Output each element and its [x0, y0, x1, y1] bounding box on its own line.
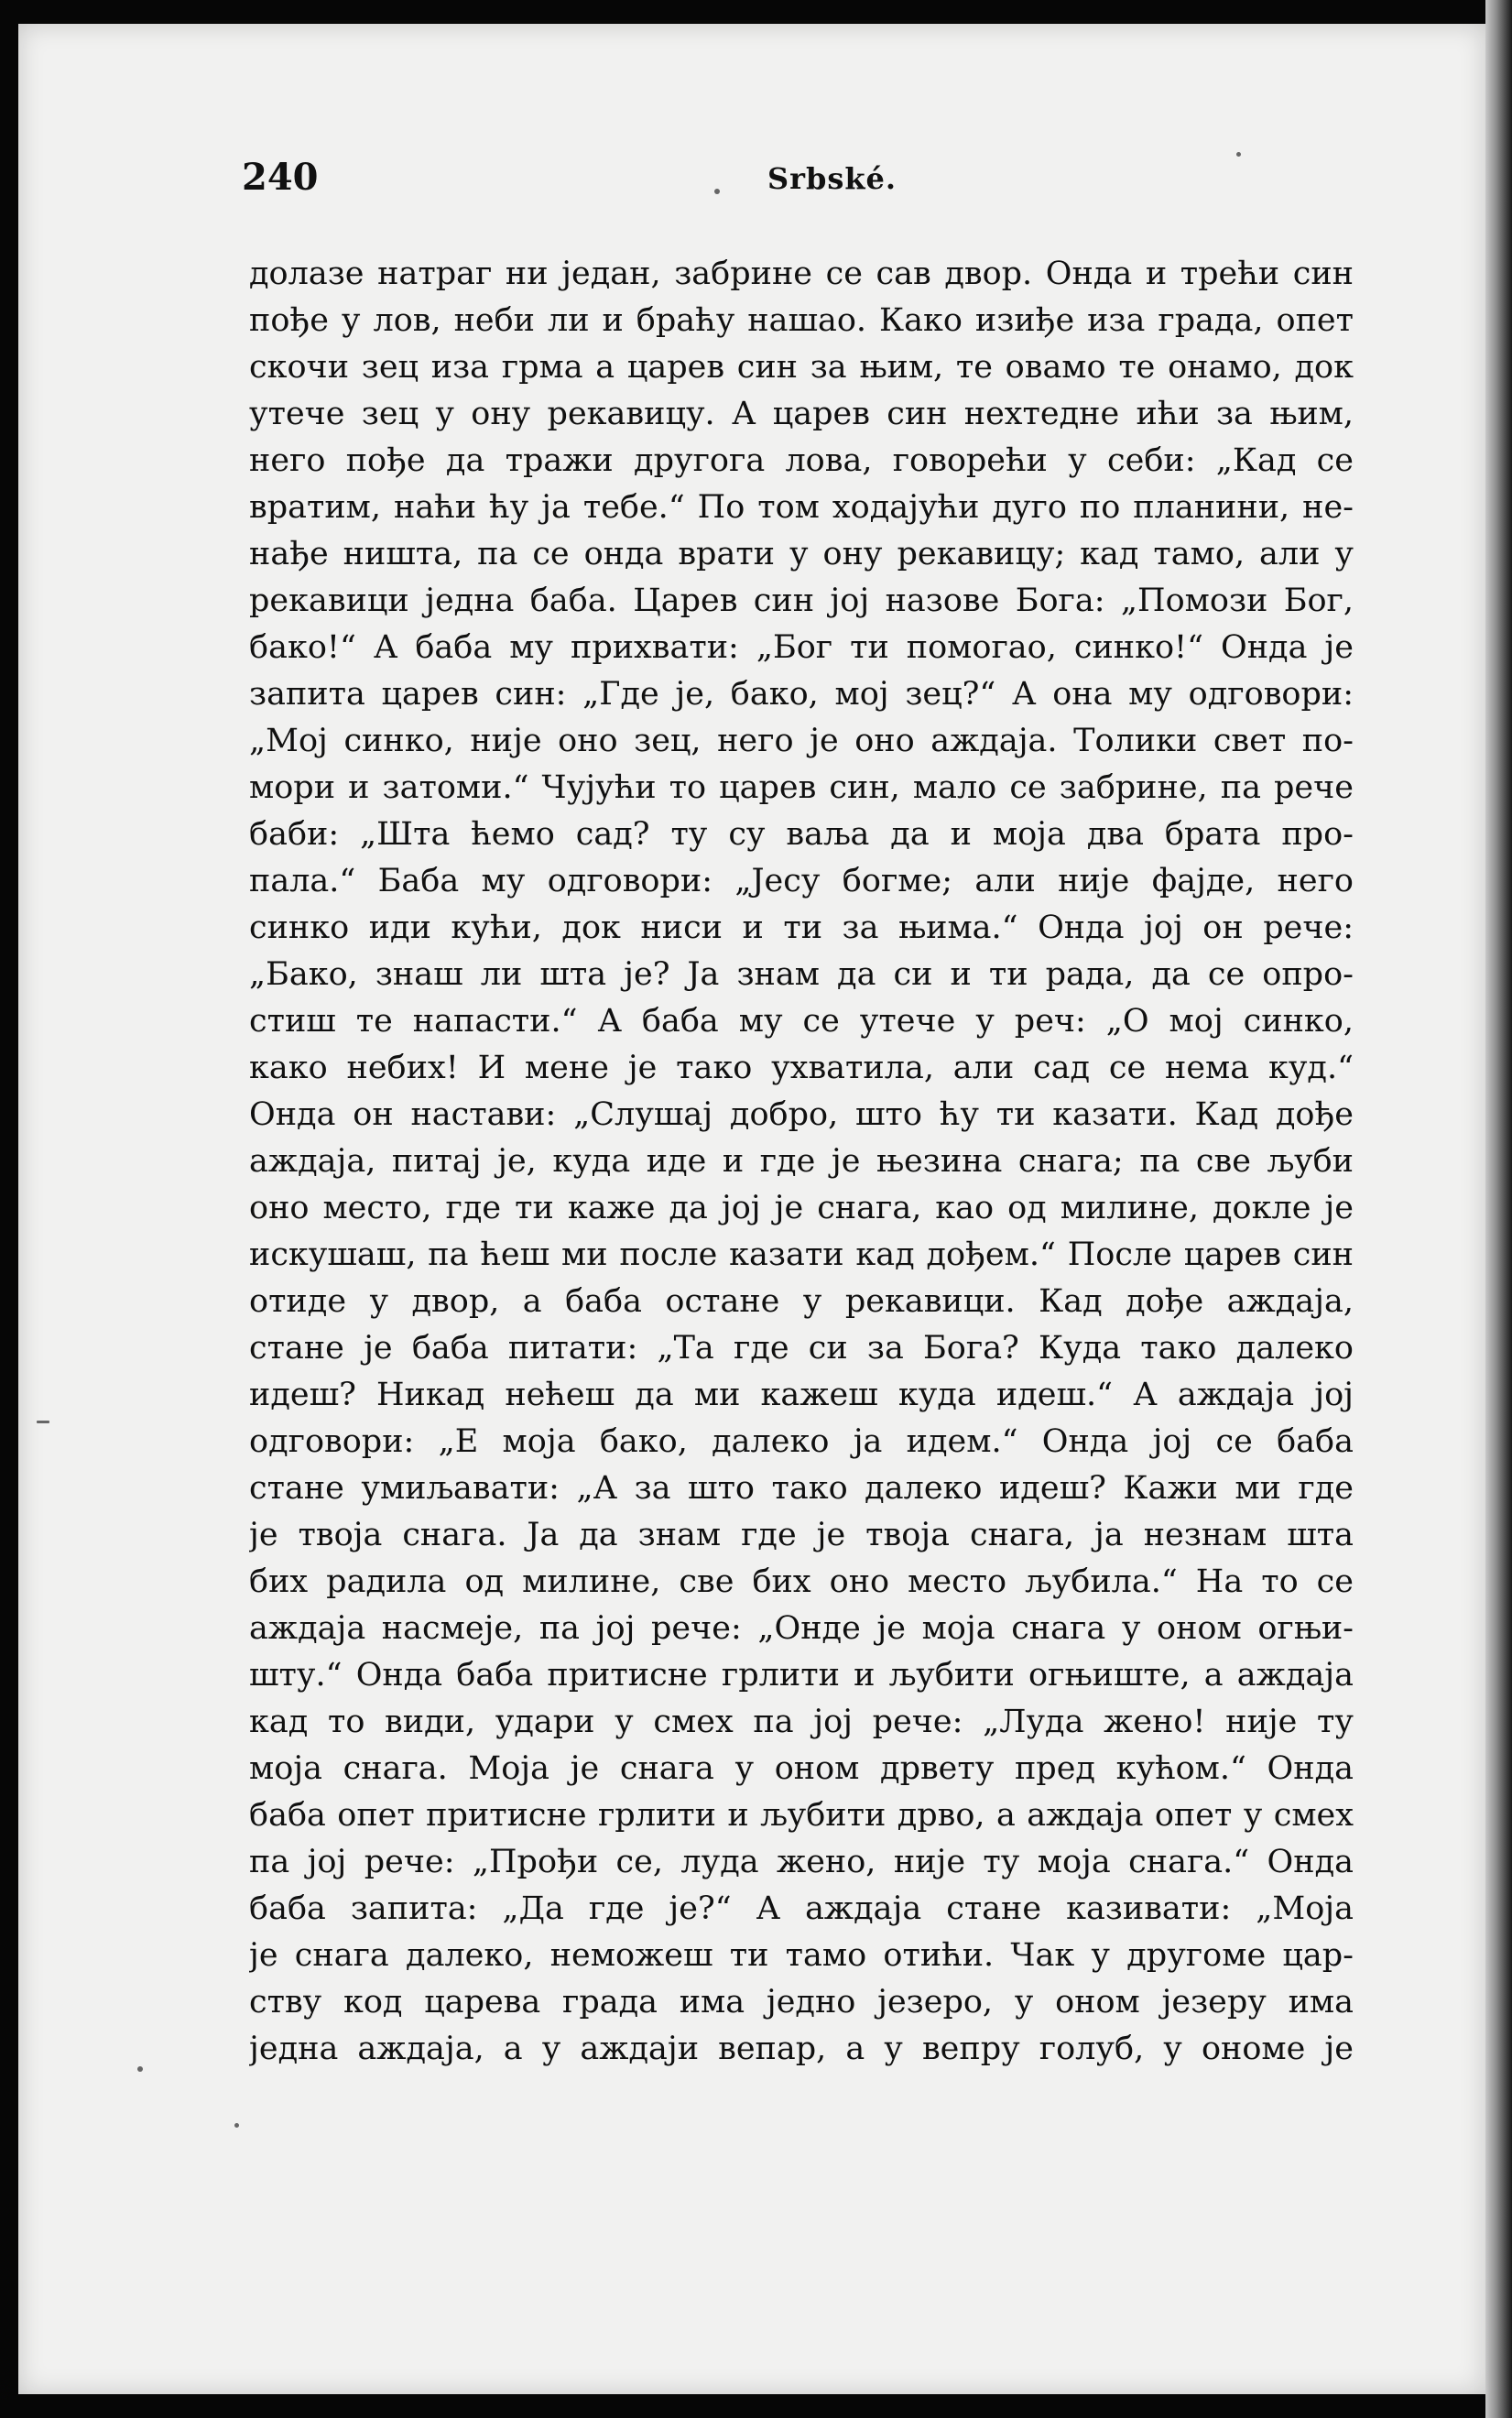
text-line: је твоја снага. Ја да знам где је твоја снага, ја незнам шта: [249, 1517, 1354, 1553]
ink-speck: [1236, 152, 1241, 157]
text-line: бих радила од милине, све бих оно место љубила.“ На то се: [249, 1563, 1354, 1600]
text-line: ству код царева града има једно језеро, у оном језеру има: [249, 1984, 1354, 2020]
text-line: стане је баба питати: „Та где си за Бога? Куда тако далеко: [249, 1330, 1354, 1367]
text-line: баба запита: „Да где је?“ А аждаја стане казивати: „Моја: [249, 1890, 1354, 1927]
ink-speck: [37, 1421, 49, 1423]
text-line: „Бако, знаш ли шта је? Ја знам да си и ти рада, да се опро-: [249, 956, 1354, 993]
text-line: баби: „Шта ћемо сад? ту су ваља да и моја два брата про-: [249, 816, 1354, 853]
text-line: стане умиљавати: „А за што тако далеко идеш? Кажи ми где: [249, 1470, 1354, 1507]
text-line: запита царев син: „Где је, бако, мој зец?“ А она му одговори:: [249, 676, 1354, 713]
text-line: како небих! И мене је тако ухватила, али сад се нема куд.“: [249, 1050, 1354, 1086]
text-line: него пође да тражи другога лова, говорећи у себи: „Кад се: [249, 442, 1354, 479]
ink-speck: [137, 2066, 143, 2072]
text-line: одговори: „Е моја бако, далеко ја идем.“ Онда јој се баба: [249, 1423, 1354, 1460]
text-line: Онда он настави: „Слушај добро, што ћу ти казати. Кад дође: [249, 1096, 1354, 1133]
text-line: баба опет притисне грлити и љубити дрво, а аждаја опет у смех: [249, 1797, 1354, 1834]
text-line: нађе ништа, па се онда врати у ону рекавицу; кад тамо, али у: [249, 536, 1354, 572]
text-line: долазе натраг ни један, забрине се сав двор. Онда и трећи син: [249, 256, 1354, 292]
text-line: бако!“ А баба му прихвати: „Бог ти помогао, синко!“ Онда је: [249, 629, 1354, 666]
ink-speck: [714, 189, 720, 194]
text-line: рекавици једна баба. Царев син јој назове Бога: „Помози Бог,: [249, 583, 1354, 619]
text-line: пође у лов, неби ли и браћу нашао. Како изиђе иза града, опет: [249, 302, 1354, 339]
page-number: 240: [242, 156, 319, 199]
text-line: шту.“ Онда баба притисне грлити и љубити огњиште, а аждаја: [249, 1657, 1354, 1694]
text-line: моја снага. Моја је снага у оном дрвету пред кућом.“ Онда: [249, 1750, 1354, 1787]
text-line: мори и затоми.“ Чујући то царев син, мало се забрине, па рече: [249, 769, 1354, 806]
text-line: оно место, где ти каже да јој је снага, као од милине, докле је: [249, 1190, 1354, 1226]
text-line: скочи зец иза грма а царев син за њим, те овамо те онамо, док: [249, 349, 1354, 386]
text-line: стиш те напасти.“ А баба му се утече у реч: „О мој синко,: [249, 1003, 1354, 1040]
text-line: кад то види, удари у смех па јој рече: „Луда жено! није ту: [249, 1704, 1354, 1740]
text-line: једна аждаја, а у аждаји вепар, а у вепру голуб, у ономе је: [249, 2031, 1354, 2067]
body-text: [249, 251, 1354, 2073]
text-line: идеш? Никад нећеш да ми кажеш куда идеш.“ А аждаја јој: [249, 1377, 1354, 1413]
text-line: аждаја, питај је, куда иде и где је њезина снага; па све љуби: [249, 1143, 1354, 1180]
text-line: „Мој синко, није оно зец, него је оно аждаја. Толики свет по-: [249, 723, 1354, 759]
ink-speck: [234, 2123, 239, 2128]
text-line: па јој рече: „Прођи се, луда жено, није ту моја снага.“ Онда: [249, 1844, 1354, 1880]
running-head: Srbské.: [767, 161, 897, 196]
text-line: пала.“ Баба му одговори: „Јесу богме; али није фајде, него: [249, 863, 1354, 899]
text-line: аждаја насмеје, па јој рече: „Онде је моја снага у оном огњи-: [249, 1610, 1354, 1647]
text-line: утече зец у ону рекавицу. А царев син нехтедне ићи за њим,: [249, 396, 1354, 432]
text-line: синко иди кући, док ниси и ти за њима.“ Онда јој он рече:: [249, 909, 1354, 946]
text-line: искушаш, па ћеш ми после казати кад дођем.“ После царев син: [249, 1236, 1354, 1273]
scan-edge: [1485, 0, 1512, 2418]
text-line: вратим, наћи ћу ја тебе.“ По том ходајући дуго по планини, не-: [249, 489, 1354, 526]
text-line: је снага далеко, неможеш ти тамо отићи. Чак у другоме цар-: [249, 1937, 1354, 1974]
text-line: отиде у двор, а баба остане у рекавици. Кад дође аждаја,: [249, 1283, 1354, 1320]
